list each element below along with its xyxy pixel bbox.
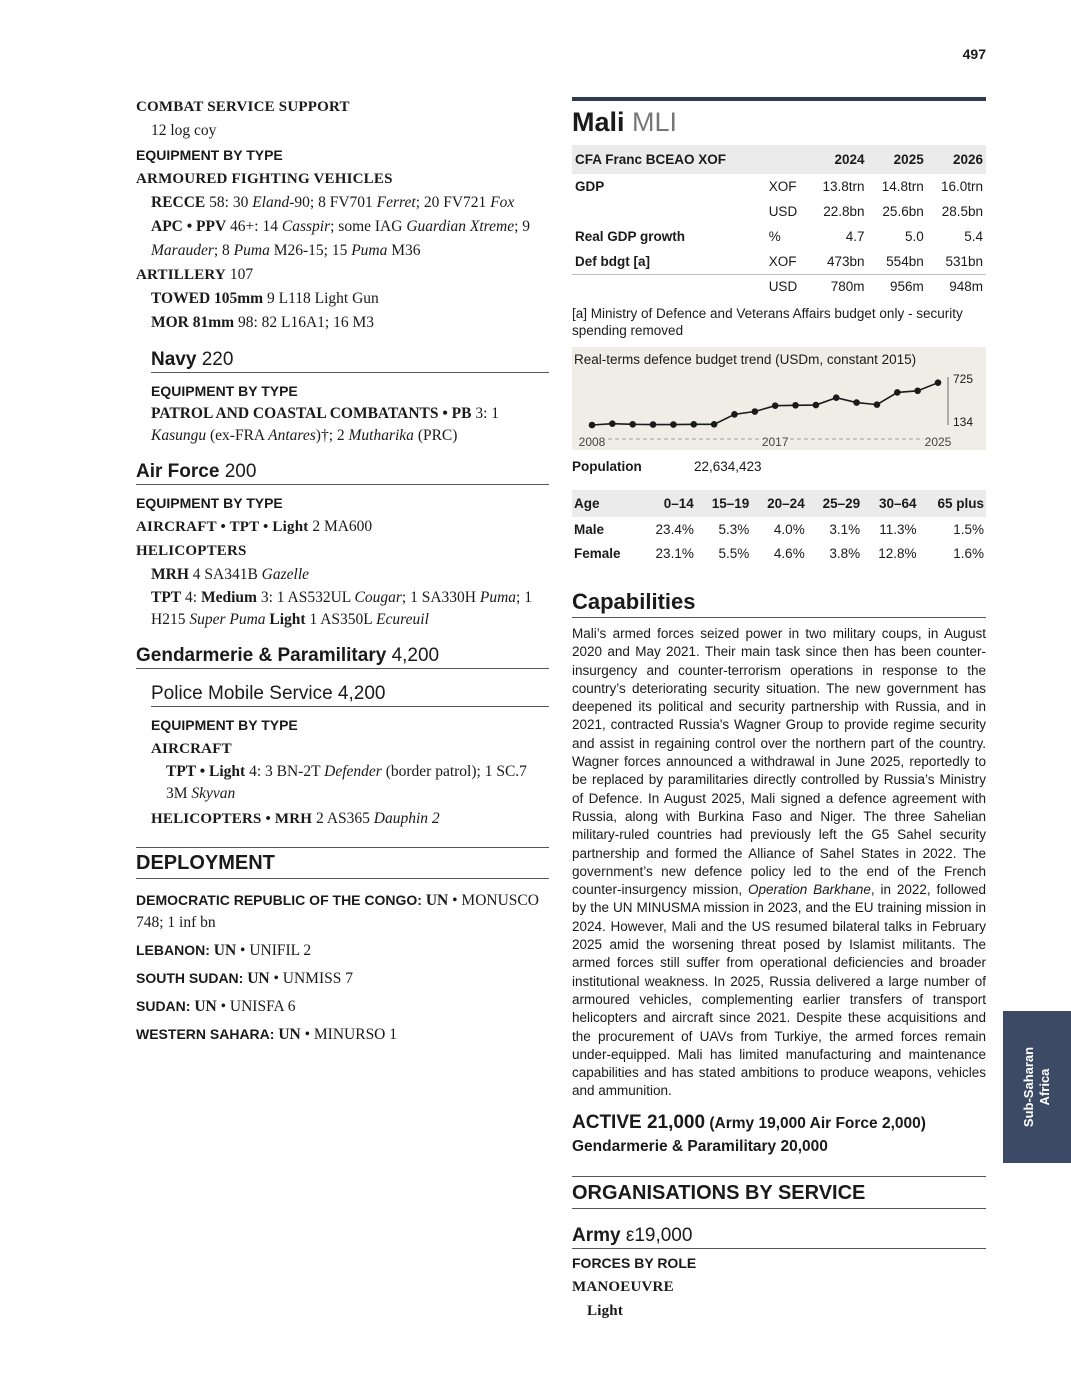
combat-service-support-heading: COMBAT SERVICE SUPPORT	[136, 99, 350, 115]
econ-cell: GDP	[575, 179, 605, 194]
page-number: 497	[962, 46, 986, 62]
navy-pcc-entry: PATROL AND COASTAL COMBATANTS • PB 3: 1 Kasungu (ex-FRA Antares)†; 2 Mutharika (PRC)	[151, 405, 500, 444]
age-header-cell: 20–24	[751, 490, 806, 517]
navy-equipment-heading: EQUIPMENT BY TYPE	[151, 383, 298, 399]
age-cell: 3.8%	[829, 545, 861, 561]
log-coy-item: 12 log coy	[151, 122, 217, 139]
budget-trend-chart	[572, 347, 986, 450]
apc-entry: APC • PPV 46+: 14 Casspir; some IAG Guardian Xtreme; 9 Marauder; 8 Puma M26-15; 15 Puma M36	[151, 218, 531, 259]
chart-point	[853, 399, 860, 406]
econ-header-cell	[766, 145, 809, 174]
age-header-cell: 25–29	[807, 490, 862, 517]
econ-cell: 28.5bn	[941, 204, 983, 219]
econ-header-cell: 2026	[927, 145, 986, 174]
age-header-cell: 15–19	[696, 490, 751, 517]
age-cell: Female	[574, 545, 621, 561]
section-side-tab	[1003, 1011, 1071, 1163]
manoeuvre-heading: MANOEUVRE	[572, 1278, 674, 1295]
navy-heading: Navy 220	[151, 349, 549, 373]
econ-row	[572, 274, 986, 299]
age-cell: 3.1%	[829, 521, 861, 537]
chart-point	[874, 401, 881, 408]
police-equipment-heading: EQUIPMENT BY TYPE	[151, 717, 298, 733]
chart-point	[589, 422, 596, 429]
equipment-heading: EQUIPMENT BY TYPE	[136, 147, 283, 163]
recce-entry: RECCE 58: 30 Eland-90; 8 FV701 Ferret; 20 FV721 Fox	[151, 194, 515, 211]
econ-cell: 4.7	[845, 229, 865, 244]
side-tab-label: Sub-Saharan Africa	[1021, 1046, 1052, 1128]
age-cell: 5.3%	[718, 521, 750, 537]
econ-cell: Real GDP growth	[575, 229, 686, 244]
deployment-item: SUDAN: UN • UNISFA 6	[136, 998, 296, 1015]
econ-cell: 16.0trn	[940, 179, 983, 194]
population-label: Population	[572, 459, 642, 474]
econ-row	[572, 249, 986, 274]
capabilities-text: Mali’s armed forces seized power in two military coups, in August 2020 and May 2021. Their main task since then has been counter-insurgency and counter-terrorism operations in response to the country’s deteriorating security situation. The new government has deepened its political and security partnership with Russia, and in 2021, contracted Russia's Wagner Group to provide regime security and assist in regaining control over the northern part of the country. Wagner forces announced a withdrawal in June 2025, reportedly to be replaced by paramilitaries directly controlled by Russia’s Ministry of Defence. In August 2025, Mali signed a defence agreement with Russia, along with Burkina Faso and Niger. The three Sahelian military-ruled countries had previously left the G5 Sahel security partnership and formed the Alliance of Sahel States in 2022. The government’s new defence policy led to the end of the French counter-insurgency mission, Operation Barkhane, in 2022, followed by the UN MINUSMA mission in 2023, and the EU training mission in 2024. However, Mali and the US resumed bilateral talks in February 2025 amid the worsening threat posed by Islamist militants. The armed forces still suffer from operational deficiencies and broader institutional weakness. In 2025, Russia delivered a large number of armoured vehicles, complementing earlier transfers of transport helicopters and aircraft since 2021. Despite these acquisitions and the procurement of UAVs from Turkiye, the armed forces remain under-equipped. Mali has limited manufacturing and maintenance capabilities and has stated ambitions to produce weapons, vehicles and ammunition.	[572, 626, 987, 1099]
chart-point	[731, 411, 738, 418]
econ-cell: 554bn	[867, 249, 926, 274]
econ-cell: %	[768, 229, 781, 244]
chart-point	[792, 402, 799, 409]
econ-cell: 25.6bn	[882, 204, 924, 219]
age-cell: Male	[574, 521, 605, 537]
chart-point	[813, 402, 820, 409]
gendarmerie-heading: Gendarmerie & Paramilitary 4,200	[136, 645, 549, 669]
econ-row	[572, 174, 986, 199]
econ-cell: 948m	[949, 279, 983, 295]
budget-footnote: [a] Ministry of Defence and Veterans Affairs budget only - security spending removed	[572, 306, 963, 338]
afv-heading: ARMOURED FIGHTING VEHICLES	[136, 171, 393, 187]
age-header-cell: 30–64	[862, 490, 918, 517]
age-header-cell: 0–14	[639, 490, 695, 517]
chart-point	[772, 402, 779, 409]
econ-cell: USD	[768, 204, 798, 219]
age-cell: 4.0%	[773, 521, 805, 537]
age-cell: 23.4%	[655, 521, 694, 537]
chart-x-tick-label: 2017	[761, 435, 789, 449]
deployment-item: SOUTH SUDAN: UN • UNMISS 7	[136, 970, 353, 987]
chart-point	[894, 389, 901, 396]
econ-header-cell: CFA Franc BCEAO XOF	[572, 145, 766, 174]
age-cell: 11.3%	[879, 521, 917, 537]
econ-cell: XOF	[766, 249, 809, 274]
active-strength: ACTIVE 21,000 (Army 19,000 Air Force 2,000) Gendarmerie & Paramilitary 20,000	[572, 1111, 926, 1155]
police-tpt-entry: TPT • Light 4: 3 BN-2T Defender (border patrol); 1 SC.7 3M Skyvan	[166, 763, 527, 802]
air-force-heading: Air Force 200	[136, 461, 549, 485]
chart-series-line	[592, 383, 938, 425]
age-header-cell: Age	[572, 490, 639, 517]
chart-point	[629, 421, 636, 428]
chart-x-tick-label: 2008	[578, 435, 606, 449]
age-cell: 12.8%	[878, 545, 917, 561]
population-row	[572, 459, 986, 474]
country-header-bar	[572, 97, 986, 101]
chart-y-tick-label: 725	[953, 372, 974, 386]
chart-y-tick-label: 134	[953, 415, 974, 429]
econ-cell: 5.0	[904, 229, 924, 244]
light-heading: Light	[587, 1302, 624, 1319]
econ-cell: 13.8trn	[822, 179, 865, 194]
age-cell: 23.1%	[655, 545, 694, 561]
chart-point	[690, 421, 697, 428]
towed-entry: TOWED 105mm 9 L118 Light Gun	[151, 290, 379, 307]
forces-by-role-heading: FORCES BY ROLE	[572, 1254, 697, 1271]
chart-point	[650, 421, 657, 428]
chart-point	[670, 421, 677, 428]
econ-cell: 5.4	[964, 229, 983, 244]
air-force-aircraft-entry: AIRCRAFT • TPT • Light 2 MA600	[136, 518, 373, 535]
mrh-entry: MRH 4 SA341B Gazelle	[151, 566, 310, 583]
capabilities-heading: Capabilities	[572, 589, 986, 618]
air-force-equipment-heading: EQUIPMENT BY TYPE	[136, 495, 283, 511]
chart-point	[752, 408, 759, 415]
deployment-list	[136, 889, 549, 1046]
chart-title: Real-terms defence budget trend (USDm, constant 2015)	[574, 352, 917, 367]
deployment-item: WESTERN SAHARA: UN • MINURSO 1	[136, 1026, 398, 1043]
artillery-entry: ARTILLERY 107	[136, 266, 254, 283]
helicopters-heading: HELICOPTERS	[136, 543, 247, 559]
age-cell: 1.5%	[953, 521, 984, 537]
econ-cell: 531bn	[927, 249, 986, 274]
econ-cell	[572, 274, 766, 299]
econ-cell: XOF	[768, 179, 797, 194]
econ-cell: 22.8bn	[823, 204, 865, 219]
mortar-entry: MOR 81mm 98: 82 L16A1; 16 M3	[151, 314, 375, 331]
deployment-heading: DEPLOYMENT	[136, 847, 549, 879]
econ-header-cell: 2024	[808, 145, 867, 174]
organisations-heading: ORGANISATIONS BY SERVICE	[572, 1176, 986, 1209]
police-mobile-service-heading: Police Mobile Service 4,200	[151, 683, 549, 707]
country-title: Mali MLI	[572, 107, 678, 137]
econ-cell: 956m	[889, 279, 924, 295]
population-value: 22,634,423	[694, 459, 762, 474]
deployment-item: LEBANON: UN • UNIFIL 2	[136, 942, 312, 959]
left-column	[136, 95, 549, 1051]
econ-row	[572, 224, 986, 249]
chart-point	[609, 420, 616, 427]
econ-cell: 780m	[830, 279, 865, 295]
econ-row	[572, 199, 986, 224]
econ-cell: USD	[768, 279, 798, 295]
econ-cell	[572, 199, 766, 224]
chart-plot	[572, 347, 986, 450]
right-column	[572, 97, 986, 1323]
tpt-helicopter-entry: TPT 4: Medium 3: 1 AS532UL Cougar; 1 SA330H Puma; 1 H215 Super Puma Light 1 AS350L Ecureuil	[151, 589, 532, 628]
age-row	[572, 541, 986, 565]
chart-point	[914, 388, 921, 395]
police-aircraft-heading: AIRCRAFT	[151, 741, 232, 757]
age-row	[572, 517, 986, 541]
age-cell: 1.6%	[953, 545, 984, 561]
deployment-item: DEMOCRATIC REPUBLIC OF THE CONGO: UN • MONUSCO 748; 1 inf bn	[136, 892, 539, 931]
econ-cell: Def bdgt [a]	[572, 249, 766, 274]
chart-point	[833, 394, 840, 401]
age-header-cell: 65 plus	[919, 490, 986, 517]
army-heading: Army ε19,000	[572, 1225, 986, 1249]
chart-point	[935, 379, 942, 386]
age-table	[572, 490, 986, 565]
chart-x-tick-label: 2025	[924, 435, 952, 449]
chart-point	[711, 421, 718, 428]
econ-cell: 473bn	[808, 249, 867, 274]
police-helicopter-entry: HELICOPTERS • MRH 2 AS365 Dauphin 2	[151, 810, 440, 827]
age-cell: 5.5%	[718, 545, 750, 561]
econ-header-cell: 2025	[867, 145, 926, 174]
economic-table	[572, 145, 986, 299]
age-cell: 4.6%	[773, 545, 805, 561]
econ-cell: 14.8trn	[881, 179, 924, 194]
